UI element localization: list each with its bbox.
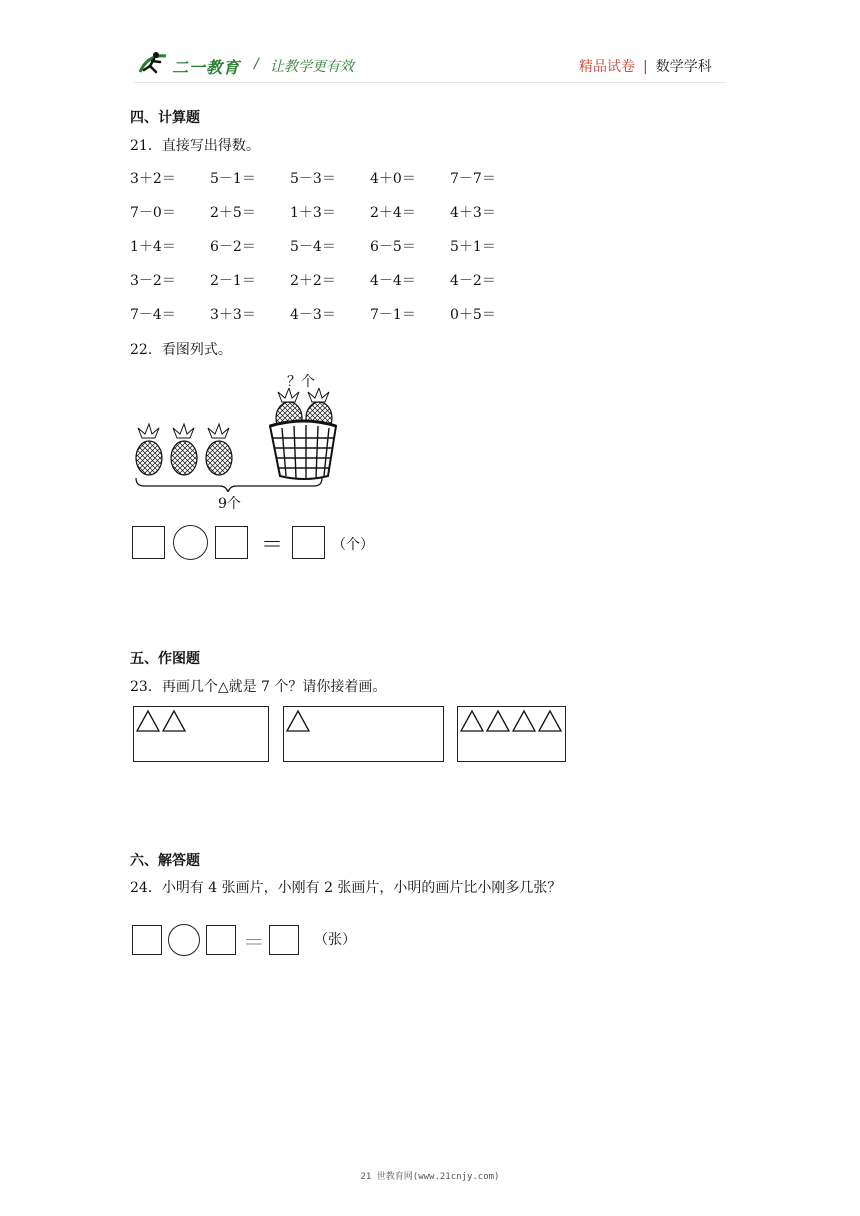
q21-item: 2＋5＝ [210, 205, 256, 221]
pineapple-icon [171, 424, 197, 475]
tag-left: 精品试卷 [579, 59, 635, 75]
tag-separator: | [643, 59, 648, 75]
q21-item: 2＋2＝ [290, 273, 336, 289]
q24-prompt: 24．小明有 4 张画片，小刚有 2 张画片，小明的画片比小刚多几张？ [130, 880, 562, 896]
q21-item: 0＋5＝ [450, 307, 496, 323]
q21-item: 1＋3＝ [290, 205, 336, 221]
triangle-group [460, 709, 564, 733]
q21-item: 2－1＝ [210, 273, 256, 289]
q22-unit: （个） [332, 537, 374, 553]
q21-item: 2＋4＝ [370, 205, 416, 221]
triangle-group [136, 709, 190, 733]
basket-icon [270, 421, 336, 479]
answer-box[interactable] [269, 925, 299, 955]
q21-item: 7－1＝ [370, 307, 416, 323]
q21-item: 3＋3＝ [210, 307, 256, 323]
q21-item: 5－4＝ [290, 239, 336, 255]
q21-item: 4－3＝ [290, 307, 336, 323]
section4-title: 四、计算题 [130, 110, 200, 126]
q21-item: 6－5＝ [370, 239, 416, 255]
q21-grid [130, 170, 530, 340]
runner-logo-icon [136, 50, 170, 78]
operator-circle[interactable] [173, 525, 208, 560]
header-divider [134, 82, 726, 83]
q22-question-label: ？个 [287, 374, 315, 390]
q24-unit: （张） [314, 932, 356, 948]
answer-box[interactable] [215, 526, 248, 559]
answer-box[interactable] [132, 925, 162, 955]
triangle-icon [137, 711, 159, 731]
q21-item: 4＋3＝ [450, 205, 496, 221]
q23-prompt: 23．再画几个△就是 7 个？请你接着画。 [130, 679, 387, 695]
q21-item: 7－7＝ [450, 171, 496, 187]
q21-item: 3＋2＝ [130, 171, 176, 187]
section5-title: 五、作图题 [130, 651, 200, 667]
pineapple-icon [206, 424, 232, 475]
answer-box[interactable] [292, 526, 325, 559]
triangle-group [286, 709, 314, 733]
triangle-icon [487, 711, 509, 731]
pineapple-illustration [130, 388, 345, 492]
q21-item: 3－2＝ [130, 273, 176, 289]
pineapple-icon [136, 424, 162, 475]
q22-prompt: 22．看图列式。 [130, 342, 232, 358]
q21-item: 7－0＝ [130, 205, 176, 221]
drawing-box[interactable] [283, 706, 444, 762]
page-footer: 21 世教育网(www.21cnjy.com) [360, 1172, 500, 1182]
triangle-icon [163, 711, 185, 731]
q22-total-label: 9个 [218, 496, 241, 512]
brace-icon [136, 478, 322, 492]
q21-row [130, 272, 530, 306]
q21-item: 4－4＝ [370, 273, 416, 289]
q21-item: 6－2＝ [210, 239, 256, 255]
tag-right: 数学学科 [655, 59, 712, 75]
header-slogan: 让教学更有效 [270, 59, 354, 75]
q21-row [130, 306, 530, 340]
header-tags [579, 56, 712, 76]
q21-item: 5＋1＝ [450, 239, 496, 255]
section6-title: 六、解答题 [130, 853, 200, 869]
logo-text: 二一教育 [172, 58, 241, 77]
q21-item: 4＋0＝ [370, 171, 416, 187]
q21-item: 5－3＝ [290, 171, 336, 187]
triangle-icon [461, 711, 483, 731]
drawing-box[interactable] [133, 706, 269, 762]
q21-row [130, 238, 530, 272]
equals-sign: ＝ [261, 533, 284, 558]
header-slash: / [254, 56, 259, 72]
q21-item: 5－1＝ [210, 171, 256, 187]
triangle-icon [287, 711, 309, 731]
drawing-box[interactable] [457, 706, 566, 762]
triangle-icon [539, 711, 561, 731]
q21-row [130, 204, 530, 238]
equals-sign: ＝ [243, 931, 266, 956]
triangle-icon [513, 711, 535, 731]
answer-box[interactable] [206, 925, 236, 955]
q21-prompt: 21．直接写出得数。 [130, 138, 260, 154]
q21-item: 7－4＝ [130, 307, 176, 323]
answer-box[interactable] [132, 526, 165, 559]
q21-item: 1＋4＝ [130, 239, 176, 255]
q21-row [130, 170, 530, 204]
q21-item: 4－2＝ [450, 273, 496, 289]
operator-circle[interactable] [168, 924, 200, 956]
